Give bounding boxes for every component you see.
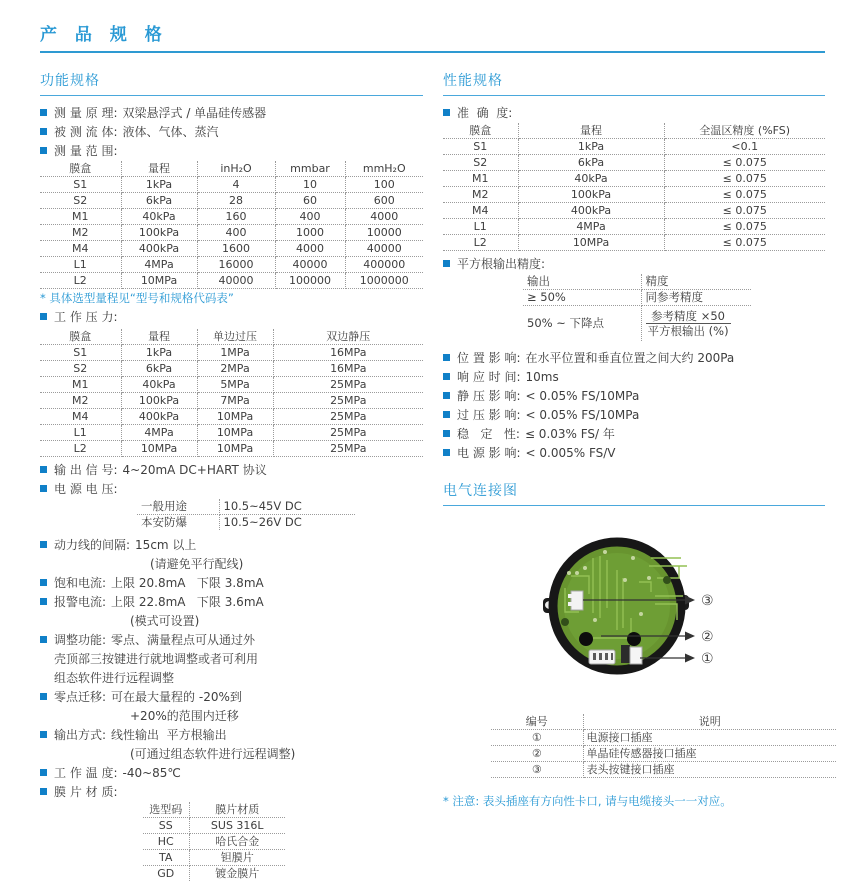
bullet-icon [40,788,47,795]
spec-working-temp [40,764,423,783]
table-cell: 2MPa [197,361,273,377]
table-cell: 40000 [197,273,275,289]
spec-value: 在水平位置和垂直位置之间大约 200Pa [526,351,735,365]
column-header: 量程 [121,329,197,345]
table-cell: 400kPa [518,203,664,219]
functional-spec-column [40,70,423,881]
spec-value: 上限 20.8mA 下限 3.8mA [111,576,264,590]
section-title-electrical-diagram: 电气连接图 [443,480,825,506]
table-cell: L1 [443,219,518,235]
table-cell: M2 [40,225,121,241]
electrical-diagram-section [443,480,825,811]
spec-label: 输 出 信 号: [54,463,118,477]
spec-label: 被 测 流 体: [54,125,118,139]
table-row [491,730,836,746]
table-cell: 25MPa [273,425,423,441]
callout-label-1: ① [701,651,714,667]
column-header: 双边静压 [273,329,423,345]
table-row [443,139,825,155]
table-cell: M1 [40,209,121,225]
table-cell: 1kPa [518,139,664,155]
column-header: 精度 [641,274,751,290]
bullet-icon [443,411,450,418]
table-row [40,377,423,393]
table-cell: 40kPa [518,171,664,187]
table-header-row [40,161,423,177]
section-title-performance: 性能规格 [443,70,825,96]
table-cell: 4MPa [518,219,664,235]
table-cell [641,306,751,342]
screw [561,618,569,626]
bullet-icon [40,636,47,643]
table-cell: 一般用途 [137,499,219,515]
spec-label: 电 源 影 响: [457,446,521,460]
bullet-icon [40,109,47,116]
spec-label: 调整功能: [54,633,106,647]
bullet-icon [443,373,450,380]
table-cell: TA [143,850,189,866]
display-key-connector [571,591,583,610]
spec-overpressure-effect [443,406,825,425]
spec-label: 过 压 影 响: [457,408,521,422]
spec-value: 4~20mA DC+HART 协议 [123,463,267,477]
bullet-icon [40,485,47,492]
table-cell: 10 [275,177,345,193]
bullet-icon [443,109,450,116]
table-cell: 本安防爆 [137,515,219,531]
table-cell: 10MPa [197,425,273,441]
spec-sqrt-accuracy [443,255,825,274]
spec-label: 测 量 原 理: [54,106,118,120]
column-header: 说明 [583,714,836,730]
spec-power-line-gap [40,536,423,555]
table-cell: 400kPa [121,409,197,425]
bullet-icon [40,731,47,738]
table-cell: 6kPa [121,361,197,377]
spec-label: 膜 片 材 质: [54,785,118,799]
spec-note: 壳顶部三按键进行就地调整或者可利用 [40,650,423,669]
table-cell: 400 [197,225,275,241]
table-cell: S1 [40,177,121,193]
table-cell: 同参考精度 [641,290,751,306]
table-cell: ≤ 0.075 [664,187,825,203]
table-cell: 10.5~45V DC [219,499,355,515]
table-row [491,762,836,778]
table-row [491,746,836,762]
table-row [40,225,423,241]
working-pressure-table [40,329,423,457]
table-header-row [523,274,751,290]
table-cell: S2 [40,361,121,377]
table-cell: 哈氏合金 [189,834,285,850]
two-column-layout [40,70,825,881]
table-cell: ③ [491,762,583,778]
table-row [443,171,825,187]
pcb-figure [443,518,825,699]
spec-accuracy [443,104,825,123]
spec-position-effect [443,349,825,368]
table-cell: L2 [40,273,121,289]
table-header-row [40,329,423,345]
table-cell: 400 [275,209,345,225]
spec-output-signal [40,461,423,480]
spec-saturation-current [40,574,423,593]
table-cell: 6kPa [121,193,197,209]
fraction-numerator: 参考精度 ×50 [646,309,731,324]
spec-label: 零点迁移: [54,690,106,704]
table-cell: 4 [197,177,275,193]
column-header: 选型码 [143,802,189,818]
table-cell: 钽膜片 [189,850,285,866]
table-cell: 60 [275,193,345,209]
bullet-icon [443,430,450,437]
spec-note: (请避免平行配线) [40,555,423,574]
table-cell: 40000 [275,257,345,273]
table-row [143,866,285,881]
table-row [40,177,423,193]
supply-voltage-table [137,499,355,530]
table-cell: 400000 [345,257,423,273]
table-header-row [443,123,825,139]
bullet-icon [40,769,47,776]
table-row [40,425,423,441]
bullet-icon [40,693,47,700]
spec-note: (可通过组态软件进行远程调整) [40,745,423,764]
bullet-icon [40,466,47,473]
table-cell: 表头按键接口插座 [583,762,836,778]
table-row [137,499,355,515]
column-header: 膜盒 [40,329,121,345]
table-cell: L2 [443,235,518,251]
table-cell: 40kPa [121,377,197,393]
table-cell: SS [143,818,189,834]
screw [663,576,671,584]
table-cell: 7MPa [197,393,273,409]
spec-measure-range [40,142,423,161]
table-cell: 1600 [197,241,275,257]
spec-working-pressure [40,308,423,327]
column-header: 输出 [523,274,641,290]
table-cell: M1 [40,377,121,393]
table-cell: 25MPa [273,409,423,425]
column-header: inH₂O [197,161,275,177]
spec-adjust-function [40,631,423,650]
table-cell: 40000 [345,241,423,257]
table-cell: SUS 316L [189,818,285,834]
bullet-icon [40,313,47,320]
table-cell: 10MPa [518,235,664,251]
bullet-icon [40,579,47,586]
table-row [443,155,825,171]
table-cell: 400kPa [121,241,197,257]
table-cell: 160 [197,209,275,225]
bullet-icon [443,260,450,267]
table-cell: HC [143,834,189,850]
spec-label: 准 确 度: [457,106,512,120]
spec-label: 稳 定 性: [457,427,520,441]
table-row [443,219,825,235]
table-cell: 16MPa [273,345,423,361]
performance-spec-column [443,70,825,881]
spec-label: 工 作 压 力: [54,310,118,324]
spec-value: 双梁悬浮式 / 单晶硅传感器 [123,106,267,120]
table-row [40,273,423,289]
table-cell: 40kPa [121,209,197,225]
spec-label: 输出方式: [54,728,106,742]
column-header: 量程 [121,161,197,177]
pcb-photo [443,518,833,696]
table-cell: 100kPa [121,393,197,409]
spec-zero-shift [40,688,423,707]
spec-value: ≤ 0.03% FS/ 年 [525,427,615,441]
table-cell: 4000 [275,241,345,257]
table-cell: GD [143,866,189,881]
column-header: 量程 [518,123,664,139]
spec-value: -40~85℃ [123,766,181,780]
table-cell: 4000 [345,209,423,225]
table-cell: M4 [443,203,518,219]
table-cell: ≤ 0.075 [664,203,825,219]
pcb-hole [627,632,641,646]
table-cell: S2 [40,193,121,209]
accuracy-table [443,123,825,251]
table-cell: S1 [443,139,518,155]
table-row [40,241,423,257]
spec-output-mode [40,726,423,745]
spec-label: 工 作 温 度: [54,766,118,780]
bullet-icon [40,147,47,154]
table-header-row [143,802,285,818]
diagram-note: * 注意: 表头插座有方向性卡口, 请与电缆接头一一对应。 [443,792,825,811]
spec-label: 饱和电流: [54,576,106,590]
table-row [523,306,751,342]
table-cell: 16MPa [273,361,423,377]
column-header: 膜盒 [40,161,121,177]
table-cell: 25MPa [273,377,423,393]
table-cell: S1 [40,345,121,361]
bullet-icon [443,449,450,456]
diaphragm-material-table [143,802,285,881]
table-row [443,203,825,219]
spec-measure-principle [40,104,423,123]
table-row [40,361,423,377]
table-cell: M4 [40,409,121,425]
spec-note: (模式可设置) [40,612,423,631]
spec-stability [443,425,825,444]
column-header: 膜片材质 [189,802,285,818]
spec-value: 15cm 以上 [135,538,196,552]
table-cell: M1 [443,171,518,187]
range-note: * 具体选型量程见“型号和规格代码表” [40,289,423,308]
table-cell: M4 [40,241,121,257]
sqrt-accuracy-table [523,274,751,341]
section-title-functional: 功能规格 [40,70,423,96]
fraction-denominator: 平方根输出 (%) [646,324,731,338]
column-header: 单边过压 [197,329,273,345]
table-cell: L1 [40,425,121,441]
table-cell: M2 [443,187,518,203]
table-cell: 镀金膜片 [189,866,285,881]
table-cell: ① [491,730,583,746]
spec-response-time [443,368,825,387]
spec-alarm-current [40,593,423,612]
measure-range-table [40,161,423,289]
table-cell: S2 [443,155,518,171]
table-row [137,515,355,531]
page-title: 产 品 规 格 [40,20,825,53]
table-row [143,834,285,850]
table-row [40,345,423,361]
spec-value: < 0.005% FS/V [526,446,616,460]
table-cell: ≤ 0.075 [664,171,825,187]
column-header: 编号 [491,714,583,730]
spec-value: < 0.05% FS/10MPa [526,408,640,422]
spec-value: 上限 22.8mA 下限 3.6mA [111,595,264,609]
table-cell: 1kPa [121,177,197,193]
table-cell: 1kPa [121,345,197,361]
table-cell: M2 [40,393,121,409]
power-connector-housing [621,645,630,663]
table-cell: 600 [345,193,423,209]
table-cell: 10MPa [197,409,273,425]
spec-label: 测 量 范 围: [54,144,118,158]
table-cell: L2 [40,441,121,457]
table-cell: 16000 [197,257,275,273]
table-cell: 单晶硅传感器接口插座 [583,746,836,762]
table-row [443,235,825,251]
bullet-icon [40,128,47,135]
column-header: 膜盒 [443,123,518,139]
power-connector [630,647,642,664]
callout-label-2: ② [701,629,714,645]
table-row [40,441,423,457]
spec-value: 零点、满量程点可从通过外 [111,633,255,647]
table-cell: 1000000 [345,273,423,289]
table-cell: 4MPa [121,257,197,273]
table-cell: 6kPa [518,155,664,171]
table-cell: ≤ 0.075 [664,155,825,171]
table-cell: 电源接口插座 [583,730,836,746]
table-row [143,818,285,834]
table-row [443,187,825,203]
table-cell: 4MPa [121,425,197,441]
spec-note: 组态软件进行远程调整 [40,669,423,688]
table-row [40,257,423,273]
fraction [646,307,731,340]
spec-label: 响 应 时 间: [457,370,521,384]
spec-value: 线性输出 平方根输出 [111,728,227,742]
bullet-icon [443,392,450,399]
table-cell: ② [491,746,583,762]
table-cell: 100 [345,177,423,193]
table-cell: 100kPa [121,225,197,241]
spec-label: 报警电流: [54,595,106,609]
table-row [143,850,285,866]
table-cell: 1MPa [197,345,273,361]
table-row [40,409,423,425]
spec-value: 10ms [526,370,559,384]
table-row [523,290,751,306]
column-header: 全温区精度 (%FS) [664,123,825,139]
spec-label: 平方根输出精度: [457,257,545,271]
spec-value: 可在最大量程的 -20%到 [111,690,242,704]
connector-description-table [491,714,836,778]
spec-label: 静 压 影 响: [457,389,521,403]
spec-measured-fluid [40,123,423,142]
column-header: mmbar [275,161,345,177]
table-cell: 5MPa [197,377,273,393]
table-cell: L1 [40,257,121,273]
table-cell: 10000 [345,225,423,241]
spec-label: 电 源 电 压: [54,482,118,496]
table-cell: 10MPa [121,441,197,457]
table-cell: 100kPa [518,187,664,203]
table-row [40,209,423,225]
table-cell: 50% ~ 下降点 [523,306,641,342]
table-header-row [491,714,836,730]
bullet-icon [443,354,450,361]
pcb-hole [579,632,593,646]
table-cell: 25MPa [273,393,423,409]
spec-note: +20%的范围内迁移 [40,707,423,726]
callout-label-3: ③ [701,593,714,609]
bullet-icon [40,598,47,605]
spec-diaphragm-material [40,783,423,802]
spec-value: < 0.05% FS/10MPa [526,389,640,403]
table-cell: 10.5~26V DC [219,515,355,531]
table-cell: <0.1 [664,139,825,155]
spec-label: 动力线的间隔: [54,538,130,552]
table-cell: 100000 [275,273,345,289]
table-cell: 1000 [275,225,345,241]
table-cell: ≤ 0.075 [664,219,825,235]
spec-value: 液体、气体、蒸汽 [123,125,219,139]
table-cell: ≥ 50% [523,290,641,306]
spec-label: 位 置 影 响: [457,351,521,365]
table-cell: 28 [197,193,275,209]
spec-supply-voltage [40,480,423,499]
table-cell: 10MPa [121,273,197,289]
bullet-icon [40,541,47,548]
table-cell: 25MPa [273,441,423,457]
table-row [40,193,423,209]
spec-static-pressure-effect [443,387,825,406]
column-header: mmH₂O [345,161,423,177]
table-cell: 10MPa [197,441,273,457]
table-cell: ≤ 0.075 [664,235,825,251]
spec-power-effect [443,444,825,463]
table-row [40,393,423,409]
